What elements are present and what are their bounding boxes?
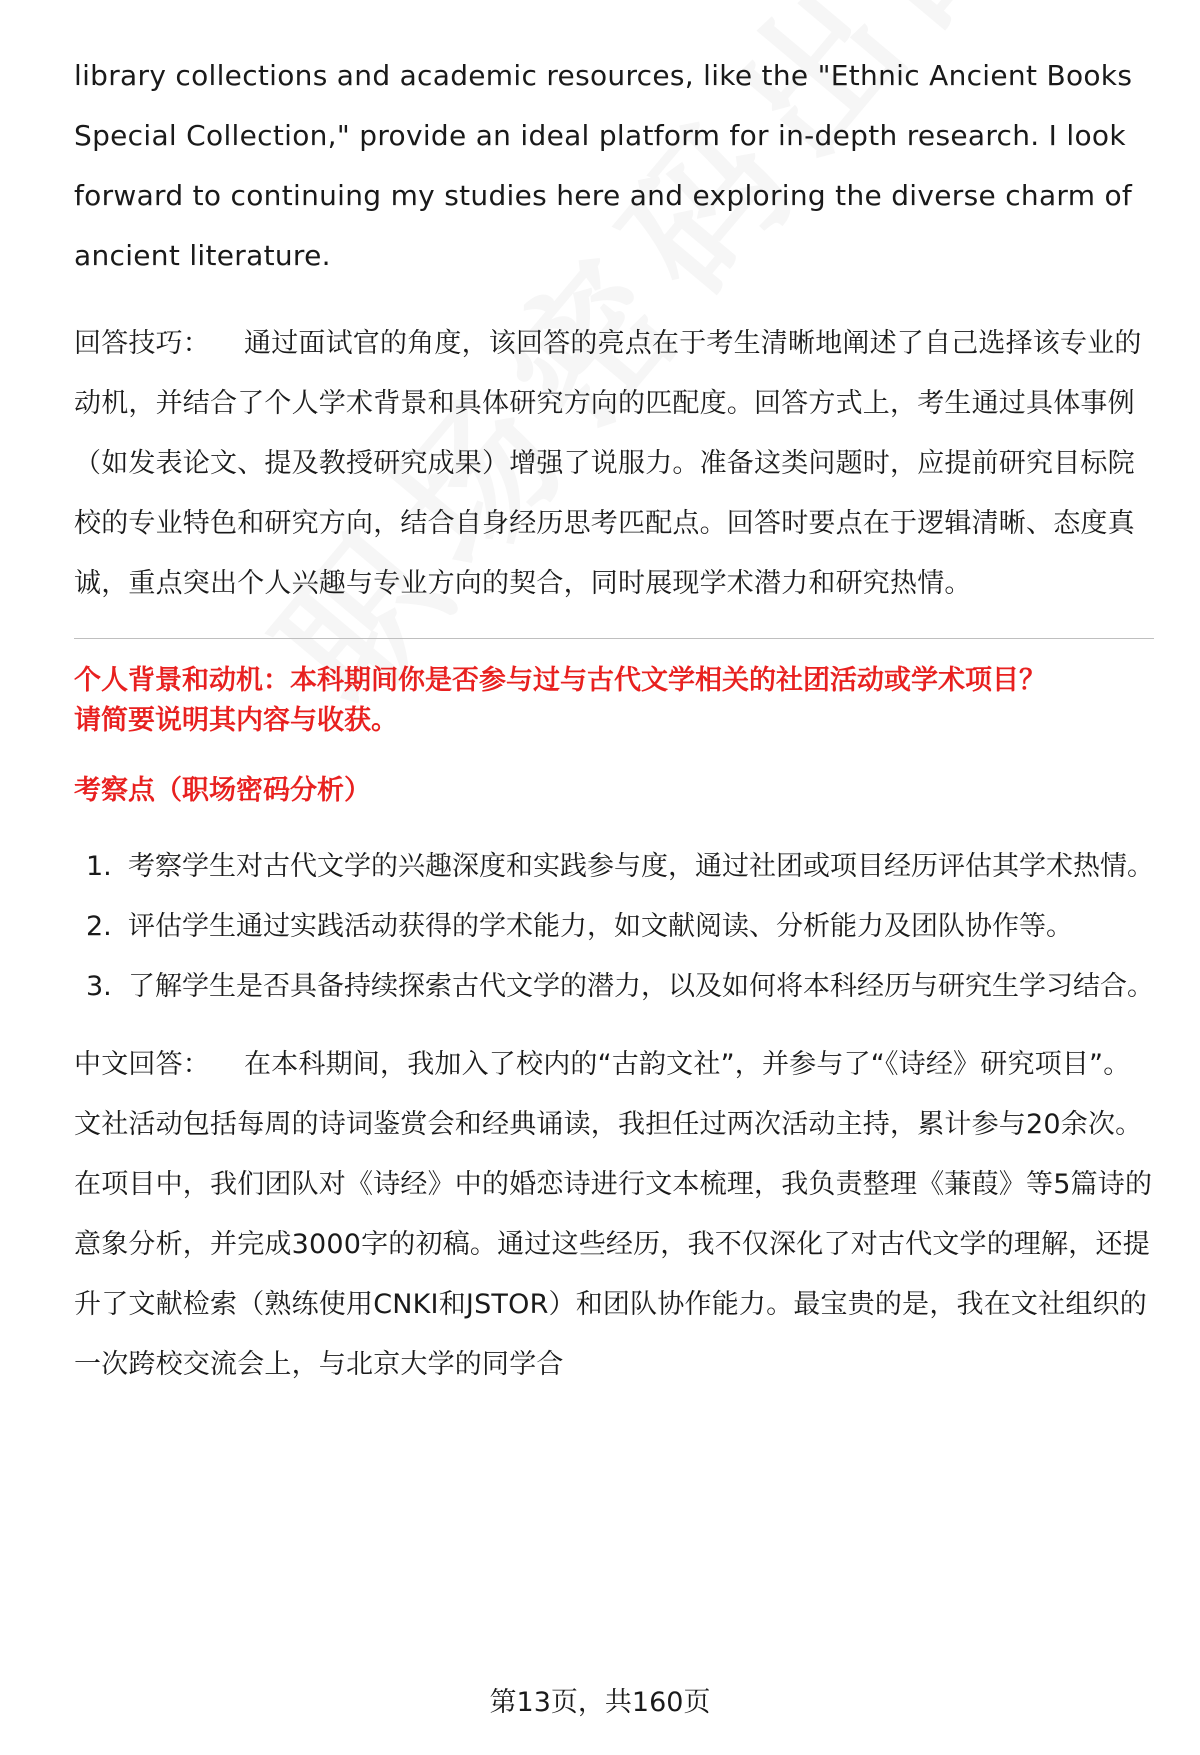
- question-line-1: 个人背景和动机：本科期间你是否参与过与古代文学相关的社团活动或学术项目？: [74, 665, 1046, 696]
- list-item-text: 了解学生是否具备持续探索古代文学的潜力，以及如何将本科经历与研究生学习结合。: [128, 971, 1154, 1002]
- answer-label: 中文回答：: [74, 1049, 210, 1080]
- focus-list: [74, 837, 1154, 1017]
- list-item-text: 考察学生对古代文学的兴趣深度和实践参与度，通过社团或项目经历评估其学术热情。: [128, 851, 1154, 882]
- document-page: [74, 46, 1154, 1395]
- list-number: 1.: [86, 851, 112, 882]
- page-number: 第13页，共160页: [489, 1687, 711, 1718]
- question-heading: [74, 661, 1154, 741]
- focus-list-item: [74, 837, 1154, 897]
- english-answer-paragraph: library collections and academic resources, like the "Ethnic Ancient Books Special Collection," provide an ideal platform for in-depth research. I look forward to continuing my studies here and exploring the diverse charm of ancient literature.: [74, 59, 1133, 272]
- page-footer: [0, 1682, 1200, 1724]
- section-divider: [74, 638, 1154, 639]
- focus-list-item: [74, 897, 1154, 957]
- tips-text: 通过面试官的角度，该回答的亮点在于考生清晰地阐述了自己选择该专业的动机，并结合了个人学术背景和具体研究方向的匹配度。回答方式上，考生通过具体事例（如发表论文、提及教授研究成果）增强了说服力。准备这类问题时，应提前研究目标院校的专业特色和研究方向，结合自身经历思考匹配点。回答时要点在于逻辑清晰、态度真诚，重点突出个人兴趣与专业方向的契合，同时展现学术潜力和研究热情。: [74, 328, 1142, 599]
- list-item-text: 评估学生通过实践活动获得的学术能力，如文献阅读、分析能力及团队协作等。: [128, 911, 1073, 942]
- list-number: 2.: [86, 911, 112, 942]
- tips-label: 回答技巧：: [74, 328, 210, 359]
- chinese-answer-paragraph: [74, 1035, 1154, 1395]
- list-number: 3.: [86, 971, 112, 1002]
- question-line-2: 请简要说明其内容与收获。: [74, 705, 398, 736]
- focus-list-item: [74, 957, 1154, 1017]
- answer-text: 在本科期间，我加入了校内的“古韵文社”，并参与了“《诗经》研究项目”。文社活动包括每周的诗词鉴赏会和经典诵读，我担任过两次活动主持，累计参与20余次。在项目中，我们团队对《诗经》中的婚恋诗进行文本梳理，我负责整理《蒹葭》等5篇诗的意象分析，并完成3000字的初稿。通过这些经历，我不仅深化了对古代文学的理解，还提升了文献检索（熟练使用CNKI和JSTOR）和团队协作能力。最宝贵的是，我在文社组织的一次跨校交流会上，与北京大学的同学合: [74, 1049, 1153, 1380]
- focus-title: 考察点（职场密码分析）: [74, 775, 371, 806]
- answer-tips-paragraph: [74, 314, 1154, 614]
